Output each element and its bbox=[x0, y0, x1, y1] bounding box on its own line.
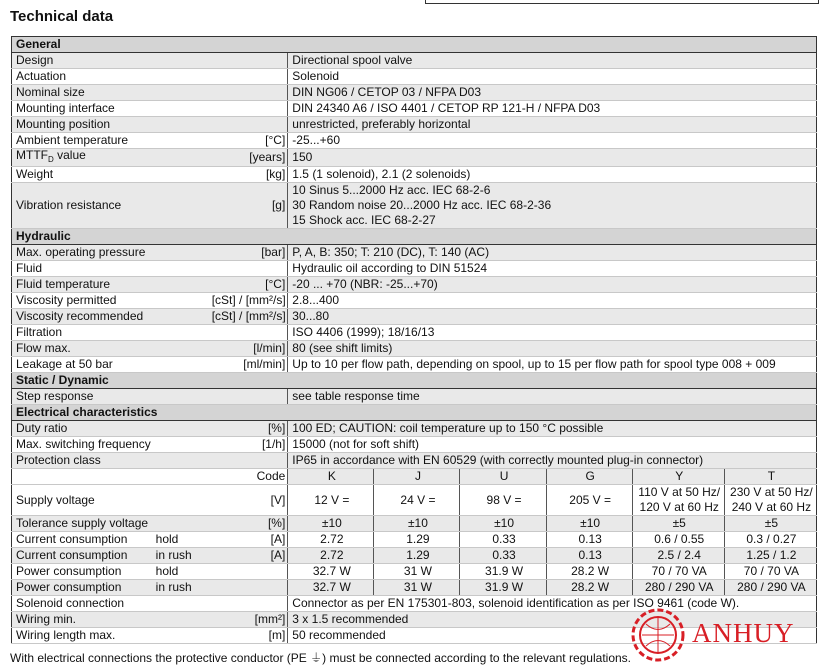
spec-row bbox=[12, 293, 817, 309]
section-title: Static / Dynamic bbox=[12, 373, 817, 389]
matrix-cell: ±5 bbox=[724, 516, 816, 532]
spec-unit: [years] bbox=[208, 149, 288, 167]
spec-unit bbox=[208, 325, 288, 341]
matrix-cell: 0.33 bbox=[460, 532, 546, 548]
section-title: Hydraulic bbox=[12, 229, 817, 245]
spec-value: 50 recommended bbox=[288, 628, 817, 644]
spec-value: 80 (see shift limits) bbox=[288, 341, 817, 357]
code-cell: Y bbox=[632, 469, 724, 485]
label-subscript: D bbox=[48, 155, 54, 164]
matrix-cell: 0.3 / 0.27 bbox=[724, 532, 816, 548]
code-cell: K bbox=[288, 469, 374, 485]
matrix-cell: 280 / 290 VA bbox=[724, 580, 816, 596]
matrix-cell: 70 / 70 VA bbox=[724, 564, 816, 580]
spec-label: Design bbox=[12, 53, 208, 69]
spec-row bbox=[12, 357, 817, 373]
spec-unit: [m] bbox=[208, 628, 288, 644]
spec-row bbox=[12, 389, 817, 405]
voltage-line: 110 V at 50 Hz/ bbox=[638, 485, 721, 499]
spec-sublabel bbox=[152, 516, 208, 532]
spec-row bbox=[12, 341, 817, 357]
voltage-cell: 24 V = bbox=[374, 485, 460, 516]
spec-row bbox=[12, 325, 817, 341]
spec-value: 3 x 1.5 recommended bbox=[288, 612, 817, 628]
matrix-cell: 0.33 bbox=[460, 548, 546, 564]
spec-label: Filtration bbox=[12, 325, 208, 341]
spec-row bbox=[12, 101, 817, 117]
voltage-cell: 12 V = bbox=[288, 485, 374, 516]
spec-label: Viscosity recommended bbox=[12, 309, 208, 325]
spec-label: Wiring min. bbox=[12, 612, 208, 628]
matrix-cell: ±10 bbox=[546, 516, 632, 532]
voltage-cell-ac bbox=[724, 485, 816, 516]
section-title: General bbox=[12, 37, 817, 53]
matrix-cell: 0.6 / 0.55 bbox=[632, 532, 724, 548]
matrix-cell: 0.13 bbox=[546, 532, 632, 548]
voltage-cell-ac bbox=[632, 485, 724, 516]
spec-unit bbox=[208, 580, 288, 596]
matrix-cell: 2.72 bbox=[288, 532, 374, 548]
spec-label: Wiring length max. bbox=[12, 628, 208, 644]
spec-row-vibration bbox=[12, 183, 817, 229]
spec-unit bbox=[208, 117, 288, 133]
spec-value: Up to 10 per flow path, depending on spool, up to 15 per flow path for spool type 008 + 009 bbox=[288, 357, 817, 373]
spec-label: Flow max. bbox=[12, 341, 208, 357]
matrix-cell: 32.7 W bbox=[288, 564, 374, 580]
section-header bbox=[12, 229, 817, 245]
technical-data-table bbox=[11, 36, 817, 644]
spec-unit bbox=[208, 69, 288, 85]
matrix-cell: 2.72 bbox=[288, 548, 374, 564]
spec-label: Power consumption bbox=[12, 580, 152, 596]
matrix-cell: 32.7 W bbox=[288, 580, 374, 596]
spec-unit: [1/h] bbox=[208, 437, 288, 453]
matrix-cell: 2.5 / 2.4 bbox=[632, 548, 724, 564]
spec-value: P, A, B: 350; T: 210 (DC), T: 140 (AC) bbox=[288, 245, 817, 261]
section-header bbox=[12, 37, 817, 53]
ground-symbol-icon: ⏚ bbox=[310, 651, 323, 665]
code-cell: U bbox=[460, 469, 546, 485]
spec-label: Fluid temperature bbox=[12, 277, 208, 293]
spec-label: Actuation bbox=[12, 69, 208, 85]
spec-label: $MTTF_D$ value bbox=[12, 149, 208, 167]
spec-unit: [cSt] / [mm²/s] bbox=[208, 309, 288, 325]
matrix-cell: 31 W bbox=[374, 564, 460, 580]
matrix-cell: 1.29 bbox=[374, 532, 460, 548]
spec-unit bbox=[208, 53, 288, 69]
spec-row bbox=[12, 437, 817, 453]
spec-value bbox=[288, 183, 817, 229]
code-cell: J bbox=[374, 469, 460, 485]
matrix-row bbox=[12, 580, 817, 596]
matrix-cell: 70 / 70 VA bbox=[632, 564, 724, 580]
spec-unit: [°C] bbox=[208, 133, 288, 149]
spec-row bbox=[12, 85, 817, 101]
footnote bbox=[10, 649, 631, 666]
spec-unit: [mm²] bbox=[208, 612, 288, 628]
vibration-line: 15 Shock acc. IEC 68-2-27 bbox=[292, 213, 436, 227]
spec-value: DIN NG06 / CETOP 03 / NFPA D03 bbox=[288, 85, 817, 101]
spec-row bbox=[12, 69, 817, 85]
spec-unit: [ml/min] bbox=[208, 357, 288, 373]
watermark-text: ANHUY bbox=[692, 618, 795, 648]
spec-sublabel: in rush bbox=[152, 548, 208, 564]
spec-value: 100 ED; CAUTION: coil temperature up to 150 °C possible bbox=[288, 421, 817, 437]
spec-unit bbox=[208, 564, 288, 580]
footnote-text-end: ) must be connected according to the relevant regulations. bbox=[322, 651, 632, 665]
code-cell: G bbox=[546, 469, 632, 485]
spec-label: Current consumption bbox=[12, 548, 152, 564]
code-label: Code bbox=[12, 469, 288, 485]
matrix-cell: 28.2 W bbox=[546, 580, 632, 596]
spec-label: Ambient temperature bbox=[12, 133, 208, 149]
spec-label: Max. operating pressure bbox=[12, 245, 208, 261]
section-title: Electrical characteristics bbox=[12, 405, 817, 421]
spec-value: 1.5 (1 solenoid), 2.1 (2 solenoids) bbox=[288, 167, 817, 183]
spec-label: Protection class bbox=[12, 453, 208, 469]
spec-sublabel: in rush bbox=[152, 580, 208, 596]
spec-unit: [A] bbox=[208, 532, 288, 548]
spec-row bbox=[12, 261, 817, 277]
voltage-line: 230 V at 50 Hz/ bbox=[730, 485, 813, 499]
spec-unit bbox=[208, 389, 288, 405]
spec-unit: [V] bbox=[208, 485, 288, 516]
spec-label: Step response bbox=[12, 389, 208, 405]
spec-unit: [°C] bbox=[208, 277, 288, 293]
vibration-line: 30 Random noise 20...2000 Hz acc. IEC 68-2-36 bbox=[292, 198, 552, 212]
spec-value: see table response time bbox=[288, 389, 817, 405]
matrix-cell: 1.29 bbox=[374, 548, 460, 564]
matrix-cell: 31.9 W bbox=[460, 580, 546, 596]
spec-unit: [kg] bbox=[208, 167, 288, 183]
top-frame bbox=[425, 0, 819, 4]
matrix-row bbox=[12, 516, 817, 532]
spec-value: ISO 4406 (1999); 18/16/13 bbox=[288, 325, 817, 341]
matrix-row bbox=[12, 564, 817, 580]
spec-unit: [bar] bbox=[208, 245, 288, 261]
spec-unit: [l/min] bbox=[208, 341, 288, 357]
spec-value: 150 bbox=[288, 149, 817, 167]
spec-row bbox=[12, 133, 817, 149]
spec-label: Fluid bbox=[12, 261, 208, 277]
spec-label: Nominal size bbox=[12, 85, 208, 101]
spec-label: Supply voltage bbox=[12, 485, 208, 516]
matrix-cell: 31 W bbox=[374, 580, 460, 596]
code-row bbox=[12, 469, 817, 485]
spec-unit bbox=[208, 85, 288, 101]
spec-value: DIN 24340 A6 / ISO 4401 / CETOP RP 121-H / NFPA D03 bbox=[288, 101, 817, 117]
spec-value: Hydraulic oil according to DIN 51524 bbox=[288, 261, 817, 277]
spec-label: Vibration resistance bbox=[12, 183, 208, 229]
matrix-cell: 1.25 / 1.2 bbox=[724, 548, 816, 564]
spec-unit: [A] bbox=[208, 548, 288, 564]
spec-value: -20 ... +70 (NBR: -25...+70) bbox=[288, 277, 817, 293]
spec-row bbox=[12, 117, 817, 133]
matrix-row bbox=[12, 532, 817, 548]
spec-value: unrestricted, preferably horizontal bbox=[288, 117, 817, 133]
spec-label: Mounting position bbox=[12, 117, 208, 133]
spec-label: Solenoid connection bbox=[12, 596, 208, 612]
vibration-line: 10 Sinus 5...2000 Hz acc. IEC 68-2-6 bbox=[292, 183, 491, 197]
spec-unit: [%] bbox=[208, 421, 288, 437]
spec-unit bbox=[208, 101, 288, 117]
spec-value: Solenoid bbox=[288, 69, 817, 85]
voltage-line: 120 V at 60 Hz bbox=[639, 500, 719, 514]
matrix-cell: ±10 bbox=[374, 516, 460, 532]
matrix-row bbox=[12, 548, 817, 564]
section-header bbox=[12, 405, 817, 421]
spec-unit bbox=[208, 453, 288, 469]
spec-label: Current consumption bbox=[12, 532, 152, 548]
spec-row bbox=[12, 277, 817, 293]
spec-unit: [g] bbox=[208, 183, 288, 229]
spec-unit bbox=[208, 596, 288, 612]
matrix-cell: 28.2 W bbox=[546, 564, 632, 580]
spec-value: Directional spool valve bbox=[288, 53, 817, 69]
spec-label: Max. switching frequency bbox=[12, 437, 208, 453]
spec-value: -25...+60 bbox=[288, 133, 817, 149]
spec-sublabel: hold bbox=[152, 564, 208, 580]
matrix-cell: ±10 bbox=[460, 516, 546, 532]
spec-row bbox=[12, 149, 817, 167]
spec-label: Tolerance supply voltage bbox=[12, 516, 152, 532]
spec-value: IP65 in accordance with EN 60529 (with correctly mounted plug-in connector) bbox=[288, 453, 817, 469]
footnote-text: With electrical connections the protective conductor (PE bbox=[10, 651, 311, 665]
voltage-cell: 98 V = bbox=[460, 485, 546, 516]
spec-label: Weight bbox=[12, 167, 208, 183]
matrix-cell: ±5 bbox=[632, 516, 724, 532]
spec-label: Duty ratio bbox=[12, 421, 208, 437]
spec-value: Connector as per EN 175301-803, solenoid identification as per ISO 9461 (code W). bbox=[288, 596, 817, 612]
section-header bbox=[12, 373, 817, 389]
spec-label: Power consumption bbox=[12, 564, 152, 580]
spec-sublabel: hold bbox=[152, 532, 208, 548]
page-title: Technical data bbox=[10, 8, 114, 25]
spec-value: 15000 (not for soft shift) bbox=[288, 437, 817, 453]
spec-label: Viscosity permitted bbox=[12, 293, 208, 309]
spec-label: Mounting interface bbox=[12, 101, 208, 117]
matrix-cell: 31.9 W bbox=[460, 564, 546, 580]
spec-value: 30...80 bbox=[288, 309, 817, 325]
matrix-cell: 0.13 bbox=[546, 548, 632, 564]
code-cell: T bbox=[724, 469, 816, 485]
spec-unit bbox=[208, 261, 288, 277]
spec-unit: [cSt] / [mm²/s] bbox=[208, 293, 288, 309]
spec-row bbox=[12, 421, 817, 437]
supply-voltage-row bbox=[12, 485, 817, 516]
matrix-cell: ±10 bbox=[288, 516, 374, 532]
spec-unit: [%] bbox=[208, 516, 288, 532]
spec-row bbox=[12, 167, 817, 183]
spec-row bbox=[12, 453, 817, 469]
voltage-line: 240 V at 60 Hz bbox=[731, 500, 812, 514]
spec-row bbox=[12, 53, 817, 69]
spec-label: Leakage at 50 bar bbox=[12, 357, 208, 373]
spec-row bbox=[12, 309, 817, 325]
spec-row bbox=[12, 245, 817, 261]
voltage-cell: 205 V = bbox=[546, 485, 632, 516]
spec-value: 2.8...400 bbox=[288, 293, 817, 309]
matrix-cell: 280 / 290 VA bbox=[632, 580, 724, 596]
